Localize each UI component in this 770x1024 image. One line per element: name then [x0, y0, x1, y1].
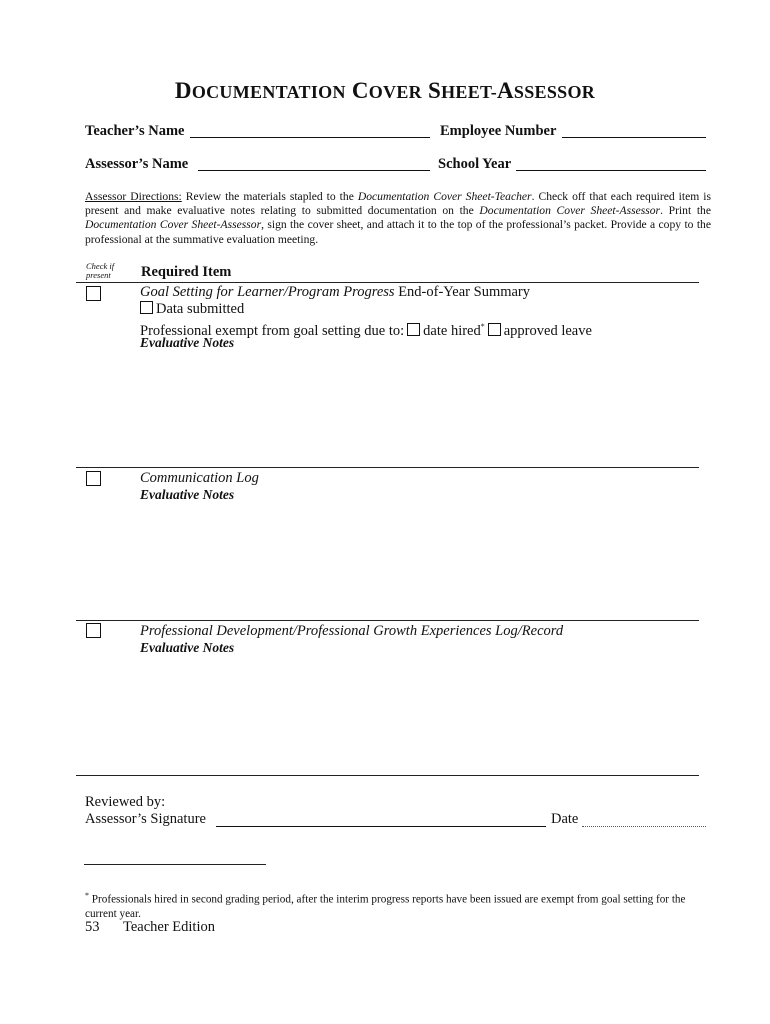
teacher-name-field[interactable]: [190, 137, 430, 138]
reviewed-by-label: Reviewed by:: [85, 794, 166, 810]
directions-label: Assessor Directions:: [85, 190, 182, 203]
section-divider: [76, 467, 699, 468]
directions-text: Documentation Cover Sheet-Teacher: [357, 190, 532, 203]
footnote-text: Professionals hired in second grading period, after the interim progress reports have been issued are exempt from goal setting for the current year.: [85, 893, 686, 920]
goal-evaluative-notes-label: Evaluative Notes: [140, 335, 235, 350]
directions-text: Documentation Cover Sheet-Assessor: [479, 204, 661, 218]
goal-setting-title: [140, 284, 530, 301]
communication-evaluative-notes-label: Evaluative Notes: [140, 487, 235, 502]
required-item-header: Required Item: [141, 264, 232, 280]
assessor-signature-label: Assessor’s Signature: [85, 811, 206, 827]
assessor-directions: [85, 190, 711, 247]
page-number: 53: [85, 919, 100, 935]
check-label-line: Check if: [86, 261, 115, 271]
goal-title-italic: Goal Setting for Learner/Program Progress: [140, 284, 395, 300]
title-part: C: [351, 78, 369, 103]
exempt-label: Professional exempt from goal setting due to:: [140, 322, 405, 339]
directions-text: . Print the: [660, 204, 711, 218]
title-part: OVER: [368, 82, 422, 102]
data-submitted-row: [140, 301, 244, 318]
title-part: A: [497, 78, 514, 103]
title-part: SSESSOR: [513, 82, 596, 102]
employee-number-label: Employee Number: [440, 123, 557, 139]
assessor-signature-field[interactable]: [216, 826, 546, 827]
goal-setting-checkbox[interactable]: [86, 286, 101, 301]
page-title: [0, 78, 770, 104]
directions-text: Documentation Cover Sheet-Assessor: [85, 218, 262, 232]
professional-development-checkbox[interactable]: [86, 623, 101, 638]
professional-evaluative-notes-label: Evaluative Notes: [140, 640, 235, 655]
professional-development-title: Professional Development/Professional Growth Experiences Log/Record: [140, 623, 564, 639]
directions-text: . Check off that each required item is present and make evaluative notes relating to submitted documentation on the: [85, 190, 711, 218]
communication-log-checkbox[interactable]: [86, 471, 101, 486]
title-part: S: [428, 78, 442, 103]
assessor-name-label: Assessor’s Name: [85, 156, 189, 172]
title-part: OCUMENTATION: [191, 82, 346, 102]
edition-label: Teacher Edition: [123, 919, 215, 935]
school-year-label: School Year: [438, 156, 512, 172]
data-submitted-checkbox[interactable]: [140, 301, 153, 314]
header-divider: [76, 282, 699, 283]
goal-title-rest: End-of-Year Summary: [394, 284, 531, 300]
directions-text: , sign the cover sheet, and attach it to the top of the professional’s packet. Provide a copy to the professional at the summative evaluation meeting.: [85, 218, 711, 246]
date-label: Date: [551, 811, 579, 827]
date-hired-label: date hired: [423, 322, 481, 339]
assessor-name-field[interactable]: [198, 170, 430, 171]
data-submitted-label: Data submitted: [156, 301, 245, 317]
title-part: HEET-: [441, 82, 497, 102]
directions-text: Review the materials stapled to the: [181, 190, 358, 203]
footnote-divider: [84, 864, 266, 865]
section-divider: [76, 775, 699, 776]
school-year-field[interactable]: [516, 170, 706, 171]
check-if-present-label: [86, 262, 114, 280]
approved-leave-label: approved leave: [503, 322, 592, 339]
section-divider: [76, 620, 699, 621]
check-label-line: present: [86, 270, 111, 280]
approved-leave-checkbox[interactable]: [488, 323, 501, 336]
teacher-name-label: Teacher’s Name: [85, 123, 185, 139]
date-hired-checkbox[interactable]: [407, 323, 420, 336]
title-part: D: [174, 78, 192, 103]
footnote-asterisk: *: [85, 891, 89, 900]
employee-number-field[interactable]: [562, 137, 706, 138]
date-field[interactable]: [582, 826, 706, 827]
footnote-marker: *: [480, 322, 485, 331]
communication-log-title: Communication Log: [140, 470, 259, 486]
footnote: [85, 889, 705, 921]
